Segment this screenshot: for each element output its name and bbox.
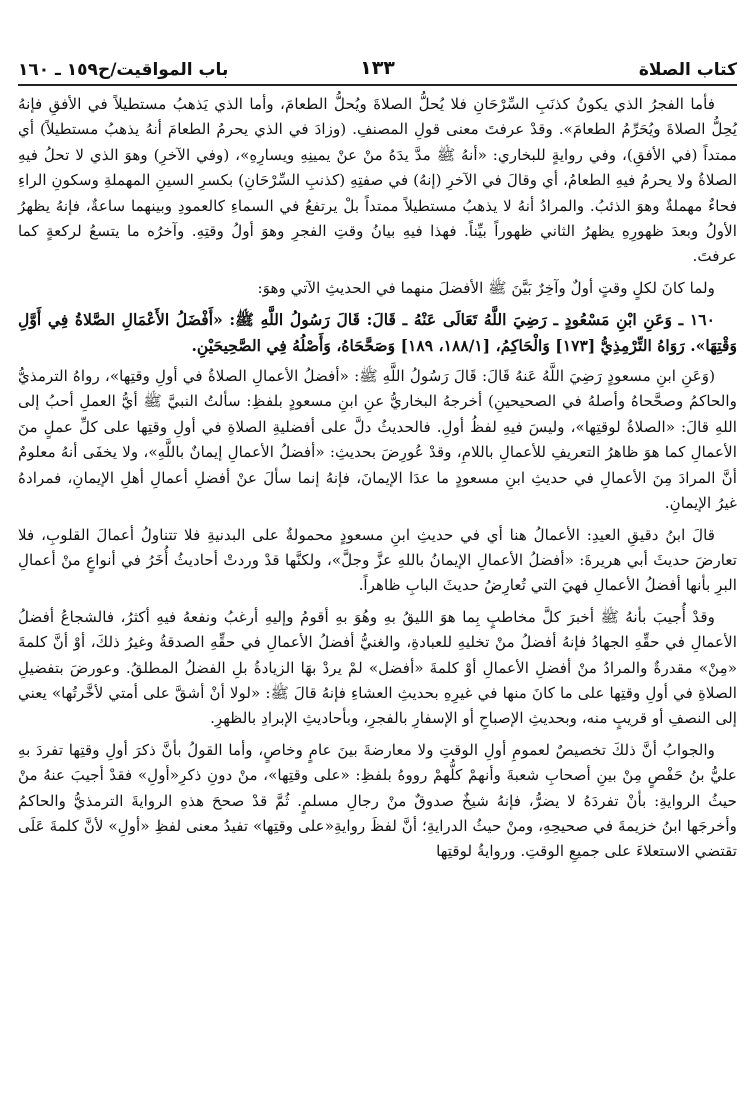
hadith-body: ـ وَعَنِ ابْنِ مَسْعُودٍ ـ رَضِيَ اللَّهُ تَعَالَى عَنْهُ ـ قَالَ: قَالَ رَسُولُ اللَّهِ ﷺ: «أَفْضَلُ الأَعْمَالِ الصَّلاةُ فِي أَوَّلِ وَقْتِهَا». رَوَاهُ التِّرْمِذِيُّ [١٧٣] وَالْحَاكِمُ، [١٨٨/١، ١٨٩] وَصَحَّحَاهُ، وَأَصْلُهُ فِي الصَّحِيحَيْنِ. [18,310,737,355]
paragraph-5: وقدْ أُجيبَ بأنهُ ﷺ أخبرَ كلَّ مخاطبٍ بِما هوَ الليقُ بهِ وهُوَ بهِ أقومُ وإليهِ أرغبُ ونفعهُ فيهِ أكثرُ، فالشجاعُ أفضلُ الأعمالِ في حقِّهِ الجهادُ فإنهُ أفضلُ منْ تخليهِ للعبادةِ، والغنيُّ أفضلُ الأعمالِ في حقِّهِ الصدقةُ وغيرُ ذلكَ، أوْ أنَّ كلمةَ «مِنْ» مقدرةٌ والمرادُ منْ أفضلِ الأعمالِ أوْ كلمةَ «أفضل» لمْ يردْ بهَا الزيادةُ بلِ الفضلُ المطلقُ. وعورضَ بتفضيلِ الصلاةِ في أولِ وقتِها على ما كانَ منها في غيرِهِ بحديثِ العشاءِ فإنهُ قالَ ﷺ: «لولا أنْ أشقَّ على أمتي لأخَّرتُها» يعني إلى النصفِ أو قريبٍ منه، وبحديثِ الإصباحِ أو الإسفارِ بالفجرِ، وبأحاديثِ الإبرادِ بالظهرِ. [18,607,737,728]
page-number: ١٣٣ [360,57,395,79]
page-header [18,48,737,86]
paragraph-6: والجوابُ أنَّ ذلكَ تخصيصٌ لعمومِ أولِ الوقتِ ولا معارضةَ بينَ عامٍ وخاصٍ، وأما القولُ بأنَّ ذكرَ أولِ وقتِها تفردَ بهِ عليُّ بنُ حَفْصٍ مِنْ بينِ أصحابِ شعبةَ وأنهمْ كلُّهمْ رووهُ بلفظِ: «على وقتِها»، منْ دونِ ذكرِ«أولِ» فقدْ أجيبَ عنهُ منْ حيثُ الروايةِ: بأنْ تفردَهُ لا يضرُّ، فإنهُ شيخٌ صدوقٌ منْ رجالِ مسلمٍ. ثُمَّ قدْ صححَ هذهِ الروايةَ الترمذيُّ والحاكمُ وأخرجَها ابنُ خزيمةَ في صحيحِهِ، ومنْ حيثُ الدرايةِ؛ أنَّ لفظَ روايةِ«على وقتِها» تفيدُ معنى لفظِ «أولِ» لأنَّ كلمةَ عَلَى تقتضي الاستعلاءَ على جميعِ الوقتِ. وروايةُ لوقتِها [18,740,737,861]
hadith-text [18,307,737,358]
hadith-number: ١٦٠ [689,310,715,330]
chapter-title: باب المواقيت/ح١٥٩ ـ ١٦٠ [18,60,229,80]
paragraph-3: (وَعَنِ ابنِ مسعودٍ رَضِيَ اللَّهُ عَنهُ قَالَ: قَالَ رَسُولُ اللَّهِ ﷺ: «أفضلُ الأعمالِ الصلاةُ في أولِ وقتِها»، رواهُ الترمذيُّ والحاكمُ وصحَّحاهُ وأصلهُ في الصحيحينِ) أخرجهُ البخاريُّ عنِ ابنِ مسعودٍ بلفظِ: سألتُ النبيَّ ﷺ أيُّ العملِ أحبُ إلى اللهِ قالَ: «الصلاةُ لوقتِها»، وليسَ فيهِ لفظُ أولِ. فالحديثُ دلَّ على أفضليةِ الصلاةِ في أولِ وقتِها على كلِّ عملٍ منَ الأعمالِ كما هوَ ظاهرُ التعريفِ للأعمالِ باللامِ، وقدْ عُورِضَ بحديثِ: «أفضلُ الأعمالِ إيمانٌ باللَّهِ»، ولا يخفَى أنهُ معلومٌ أنَّ المرادَ مِنَ الأعمالِ في حديثِ ابنِ مسعودٍ ما عدَا الإيمانَ، فإنهُ إنما سألَ عنْ أفضلِ أعمالِ أهلِ الإيمانِ، فمرادهُ غيرُ الإيمانِ. [18,367,737,513]
page-body [18,92,737,1092]
book-title: كتاب الصلاة [638,60,737,80]
paragraph-1: فأما الفجرُ الذي يكونُ كذنَبِ السِّرْحَانِ فلا يُحلُّ الصلاةَ ويُحلُّ الطعامَ، وأما الذي يَذهبُ مستطيلاً في الأفقِ فإنهُ يُحِلُّ الصلاةَ ويُحَرِّمُ الطعامَ». وقدْ عرفتَ معنى قولِ المصنفِ. (وزادَ في الذي يحرمُ الطعامَ أنهُ يذهبُ مستطيلاً) أي ممتداً (في الأفقِ)، وفي روايةٍ للبخاري: «أنهُ ﷺ مدَّ يدَهُ منْ عنْ يمينِهِ ويسارِهِ»، (وفي الآخرِ) وهوَ الذي لا تحلُ فيهِ الصلاةُ ولا يحرمُ فيهِ الطعامُ، أي وقالَ في الآخرِ (إنهُ) في صفتِهِ (كذنبِ السِّرْحَانِ) بكسرِ السينِ المهملةِ وسكونِ الراءِ فحاءٌ مهملةٌ وهوَ الذئبُ. والمرادُ أنهُ لا يذهبُ مستطيلاً ممتداً بلْ يرتفعُ في السماءِ كالعمودِ وبينهما ساعةٌ، فإنهُ يظهرُ الأولُ وبعدَ ظهورِهِ يظهرُ الثاني ظهوراً بيِّناً. فهذا فيهِ بيانُ وقتِ الفجرِ وهوَ أولُ وقتِهِ. وآخرُه ما يتسعُ لركعةٍ كما عرفتَ. [18,95,738,266]
paragraph-4: قالَ ابنُ دقيقِ العيدِ: الأعمالُ هنا أي في حديثِ ابنِ مسعودٍ محمولةٌ على البدنيةِ فلا تتناولُ أعمالَ القلوبِ، فلا تعارضَ حديثَ أبي هريرةَ: «أفضلُ الأعمالِ الإيمانُ باللهِ عزَّ وجلَّ»، ولكنَّها قدْ وردتْ أحاديثُ أُخَرُ في أنواعٍ منْ أعمالِ البرِ بأنها أفضلُ الأعمالِ فهيَ التي تُعارِضُ حديثَ البابِ ظاهراً. [18,525,737,595]
paragraph-2: ولما كانَ لكلٍ وقتٍ أولٌ وآخِرٌ بَيَّنَ ﷺ الأفضلَ منهما في الحديثِ الآتي وهوَ: [257,278,715,297]
